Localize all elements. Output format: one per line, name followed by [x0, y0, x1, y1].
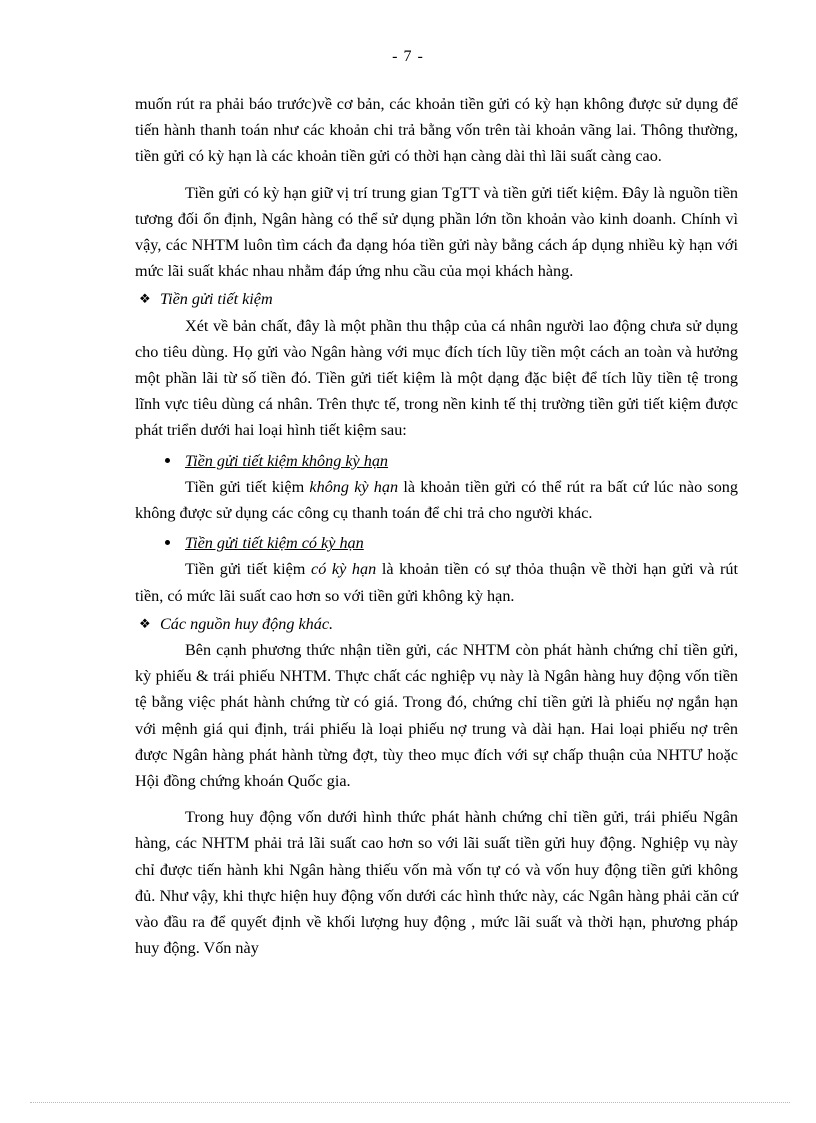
paragraph-5-end: là khoản tiền có sự thỏa thuận về thời hạn gửi và rút tiền, có mức lãi suất cao hơn so với tiền gửi không kỳ hạn.	[135, 560, 738, 605]
heading-savings-deposit	[135, 286, 738, 312]
paragraph-3: Xét về bản chất, đây là một phần thu thập của cá nhân người lao động chưa sử dụng cho tiêu dùng. Họ gửi vào Ngân hàng với mục đích tích lũy tiền một cách an toàn và hưởng một phần lãi từ số tiền đó. Tiền gửi tiết kiệm là một dạng đặc biệt để tích lũy tiền tệ trong lĩnh vực tiêu dùng cá nhân. Trên thực tế, trong nền kinh tế thị trường tiền gửi tiết kiệm được phát triển dưới hai loại hình tiết kiệm sau:	[135, 316, 738, 440]
paragraph-6: Bên cạnh phương thức nhận tiền gửi, các NHTM còn phát hành chứng chỉ tiền gửi, kỳ phiếu & trái phiếu NHTM. Thực chất các nghiệp vụ này là Ngân hàng huy động vốn tiền tệ bằng việc phát hành chứng từ có giá. Trong đó, chứng chỉ tiền gửi là phiếu nợ ngắn hạn với mệnh giá qui định, trái phiếu là loại phiếu nợ trung và dài hạn. Hai loại phiếu nợ trên được Ngân hàng phát hành từng đợt, tùy theo mục đích với sự chấp thuận của NHTƯ hoặc Hội đồng chứng khoán Quốc gia.	[135, 641, 738, 791]
paragraph-5-em: có kỳ hạn	[311, 560, 377, 579]
document-body	[135, 91, 738, 962]
paragraph-4	[135, 474, 738, 526]
paragraph-2: Tiền gửi có kỳ hạn giữ vị trí trung gian TgTT và tiền gửi tiết kiệm. Đây là nguồn tiền tương đối ổn định, Ngân hàng có thể sử dụng phần lớn tồn khoản vào kinh doanh. Chính vì vậy, các NHTM luôn tìm cách đa dạng hóa tiền gửi này bằng cách áp dụng nhiều kỳ hạn với mức lãi suất khác nhau nhằm đáp ứng nhu cầu của mọi khách hàng.	[135, 183, 738, 281]
subheading-term-savings	[135, 530, 738, 556]
subheading-term-savings-text: Tiền gửi tiết kiệm có kỳ hạn	[185, 534, 364, 553]
paragraph-4-start: Tiền gửi tiết kiệm	[185, 477, 310, 496]
paragraph-5	[135, 556, 738, 608]
paragraph-1: muốn rút ra phải báo trước)về cơ bản, các khoản tiền gửi có kỳ hạn không được sử dụng để tiến hành thanh toán như các khoản chi trả bằng vốn trên tài khoản vãng lai. Thông thường, tiền gửi có kỳ hạn là các khoản tiền gửi có thời hạn càng dài thì lãi suất càng cao.	[135, 95, 738, 166]
bullet-dot-icon	[165, 540, 170, 545]
paragraph-4-em: không kỳ hạn	[309, 477, 399, 496]
diamond-bullet-icon: ❖	[139, 615, 151, 631]
heading-other-sources-text: Các nguồn huy động khác.	[160, 614, 334, 633]
heading-other-sources	[135, 611, 738, 637]
bullet-dot-icon	[165, 458, 170, 463]
paragraph-7: Trong huy động vốn dưới hình thức phát hành chứng chỉ tiền gửi, trái phiếu Ngân hàng, các NHTM phải trả lãi suất cao hơn so với lãi suất tiền gửi huy động. Nghiệp vụ này chỉ được tiến hành khi Ngân hàng thiếu vốn mà vốn tự có và vốn huy động tiền gửi không đủ. Như vậy, khi thực hiện huy động vốn dưới các hình thức này, các Ngân hàng phải căn cứ vào đầu ra để quyết định về khối lượng huy động , mức lãi suất và thời hạn, phương pháp huy động. Vốn này	[135, 808, 738, 958]
heading-savings-deposit-text: Tiền gửi tiết kiệm	[160, 290, 273, 309]
paragraph-5-start: Tiền gửi tiết kiệm	[185, 560, 312, 579]
diamond-bullet-icon: ❖	[139, 291, 151, 307]
subheading-demand-savings-text: Tiền gửi tiết kiệm không kỳ hạn	[185, 451, 389, 470]
page-number: - 7 -	[392, 48, 424, 65]
footer-divider	[30, 1102, 790, 1103]
subheading-demand-savings	[135, 448, 738, 474]
paragraph-4-end: là khoản tiền gửi có thể rút ra bất cứ lúc nào song không được sử dụng các công cụ thanh toán để chi trả cho người khác.	[135, 477, 738, 523]
